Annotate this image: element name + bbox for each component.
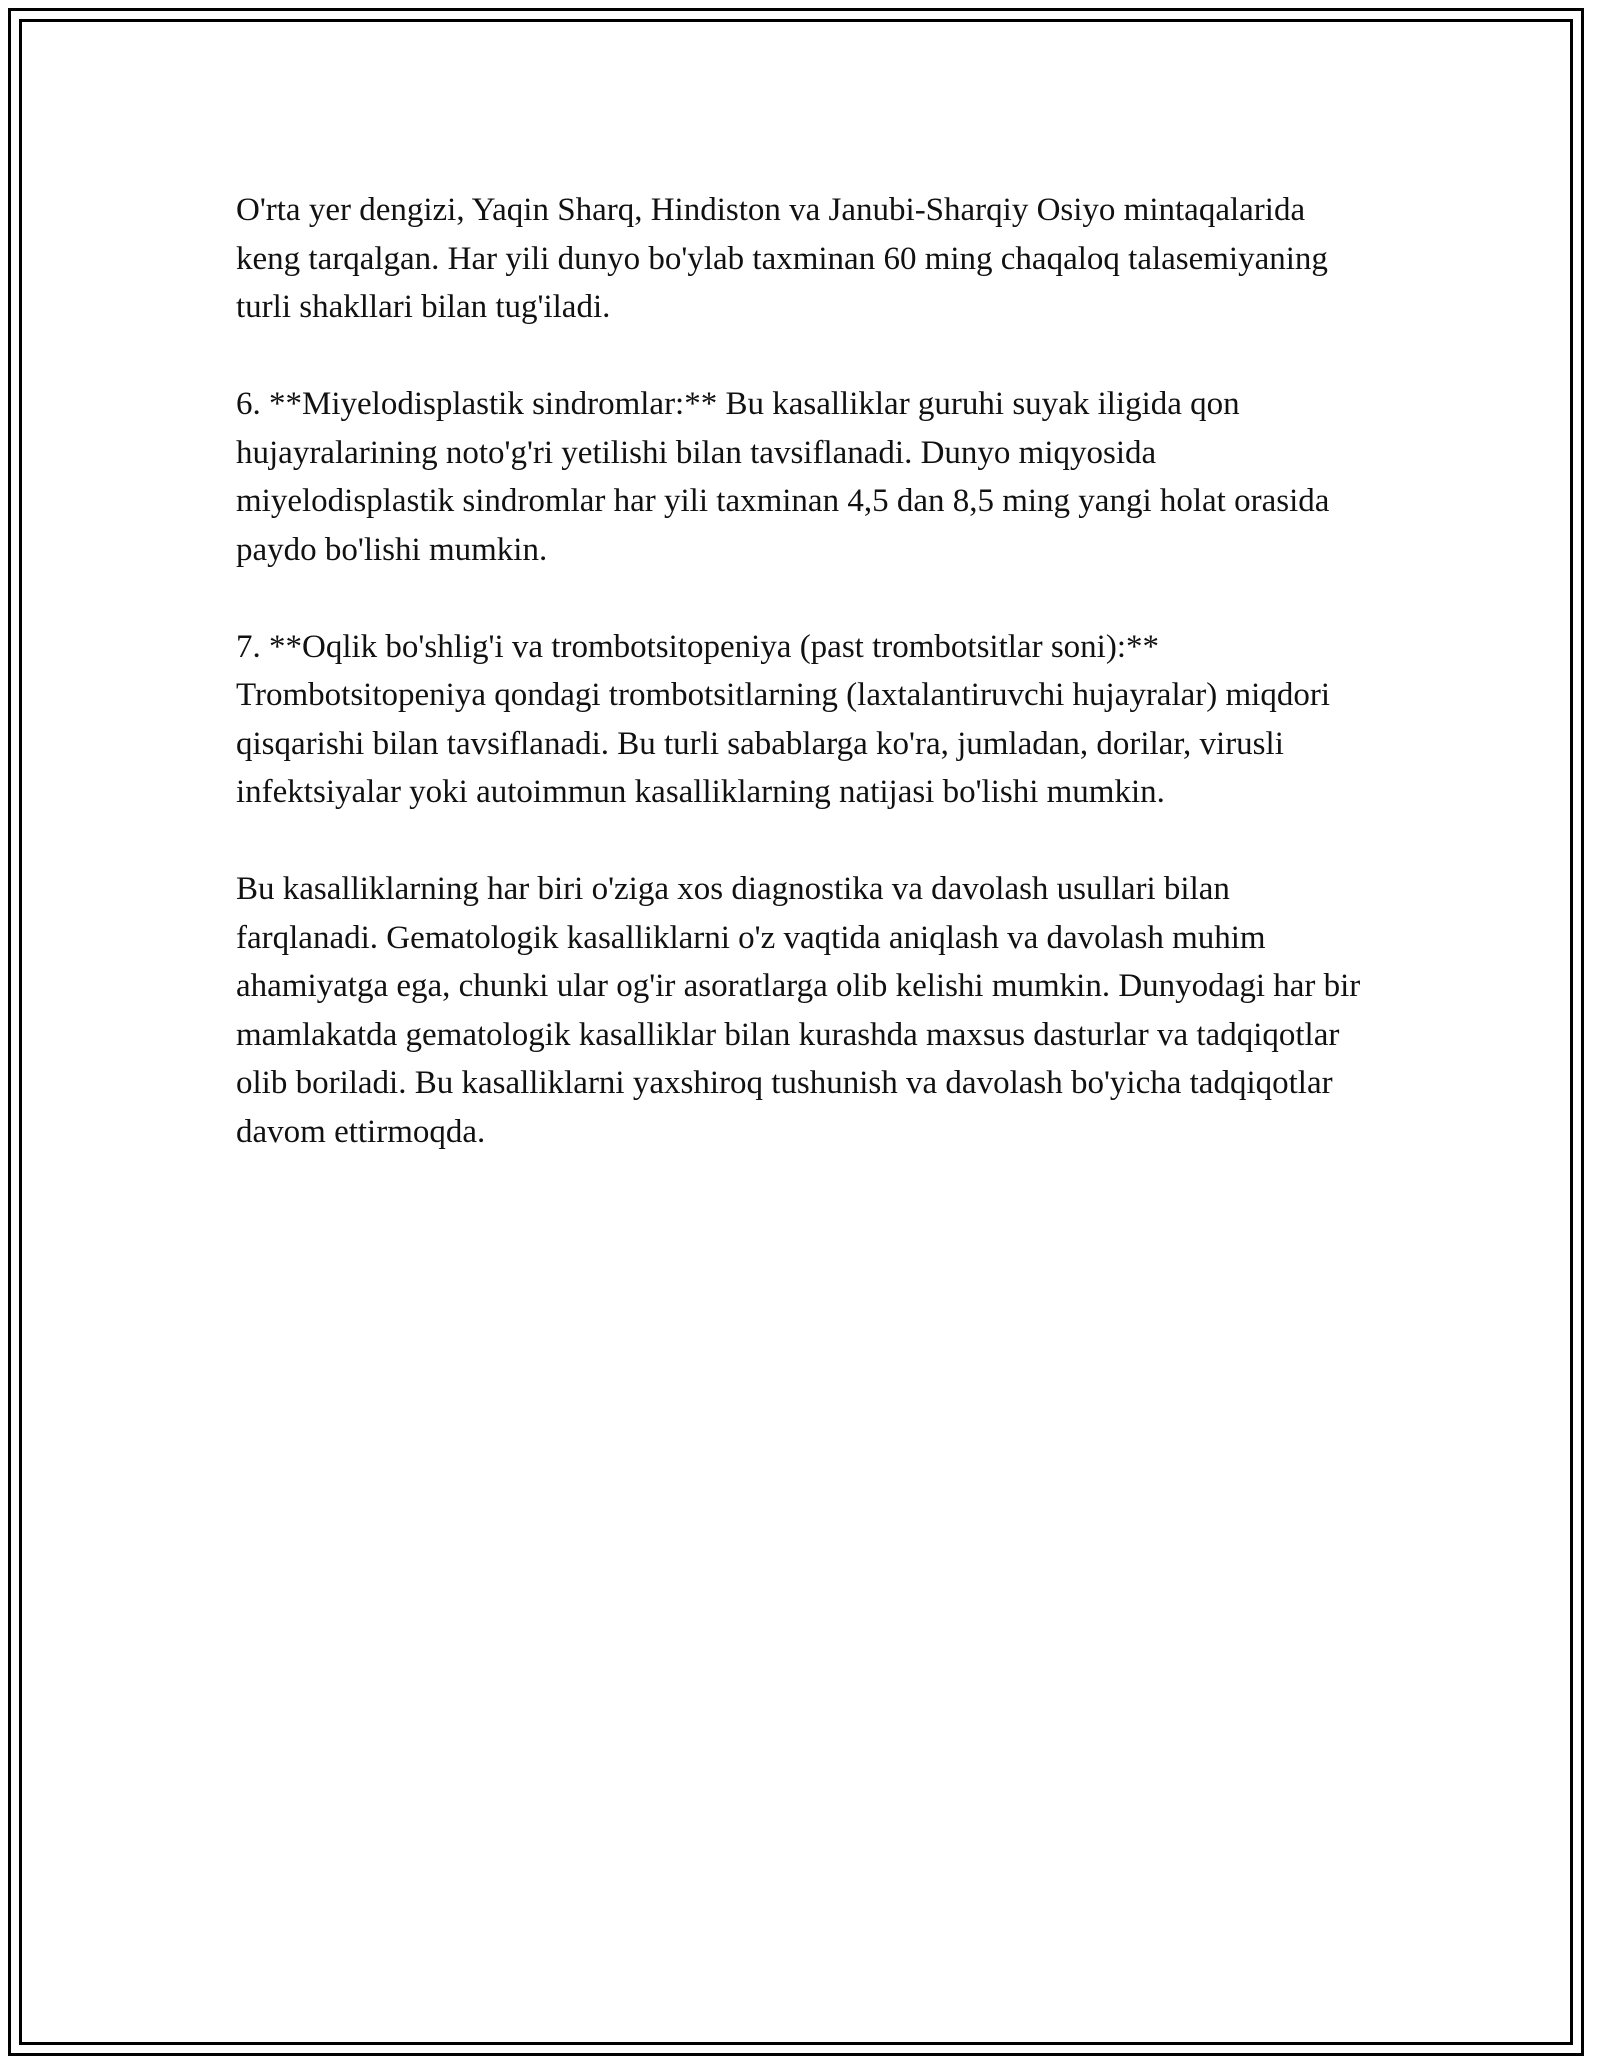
paragraph-thrombocytopenia: 7. **Oqlik bo'shlig'i va trombotsitopeniya (past trombotsitlar soni):** Trombotsitopeniya qondagi trombotsitlarning (laxtalantiruvchi hujayralar) miqdori qisqarishi bilan tavsiflanadi. Bu turli sabablarga ko'ra, jumladan, dorilar, virusli infektsiyalar yoki autoimmun kasalliklarning natijasi bo'lishi mumkin. bbox=[236, 628, 1330, 810]
paragraph-conclusion: Bu kasalliklarning har biri o'ziga xos diagnostika va davolash usullari bilan farqlanadi. Gematologik kasalliklarni o'z vaqtida aniqlash va davolash muhim ahamiyatga ega, chunki ular og'ir asoratlarga olib kelishi mumkin. Dunyodagi har bir mamlakatda gematologik kasalliklar bilan kurashda maxsus dasturlar va tadqiqotlar olib boriladi. Bu kasalliklarni yaxshiroq tushunish va davolash bo'yicha tadqiqotlar davom ettirmoqda. bbox=[236, 871, 1361, 1150]
paragraph-thalassemia-continued: O'rta yer dengizi, Yaqin Sharq, Hindiston va Janubi-Sharqiy Osiyo mintaqalarida keng tarqalgan. Har yili dunyo bo'ylab taxminan 60 ming chaqaloq talasemiyaning turli shakllari bilan tug'iladi. bbox=[236, 192, 1328, 325]
paragraph-myelodysplastic-syndromes: 6. **Miyelodisplastik sindromlar:** Bu kasalliklar guruhi suyak iligida qon hujayralarining noto'g'ri yetilishi bilan tavsiflanadi. Dunyo miqyosida miyelodisplastik sindromlar har yili taxminan 4,5 dan 8,5 ming yangi holat orasida paydo bo'lishi mumkin. bbox=[236, 386, 1330, 568]
document-body bbox=[236, 186, 1366, 1205]
